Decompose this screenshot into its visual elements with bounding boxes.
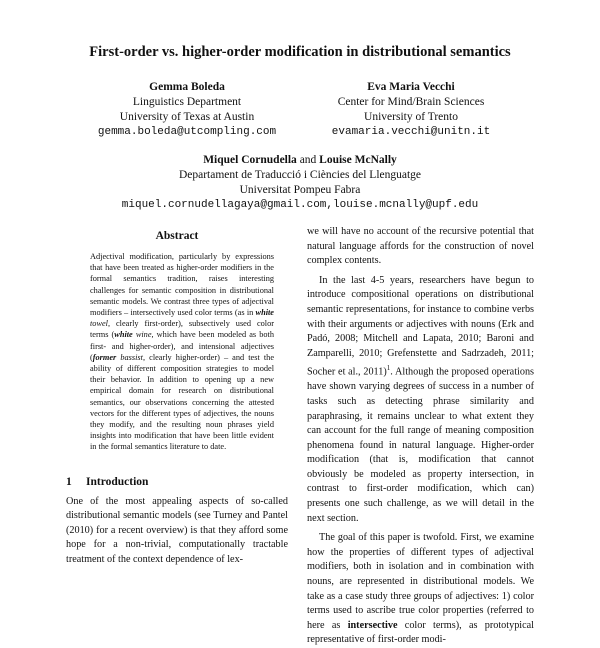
author-name: Eva Maria Vecchi [367, 81, 455, 93]
author-email: evamaria.vecchi@unitn.it [331, 126, 491, 138]
body-paragraph: we will have no account of the recursive potential that natural language affords for the construction of novel complex contents. [307, 226, 534, 267]
author-name: Miquel Cornudella [203, 154, 297, 166]
abstract-text: Adjectival modification, particularly by expressions that have been treated as higher-order modifiers in the formal semantics tradition, raises interesting challenges for semantic composition in distributional semantic models. We contrast three types of adjectival modifiers – intersectively used color terms (as in white towel, clearly first-order), subsectively used color terms (white wine, which have been modeled as both first- and higher-order), and intensional adjectives (former bassist, clearly higher-order) – and test the ability of different composition strategies to model their behavior. In addition to opening up a new empirical domain for research on distributional semantics, our observations concerning the attested vectors for the different types of adjectives, the nouns they modify, and the resulting noun phrases yield insights into modification that have been little evident in the formal semantics literature to date. [90, 252, 274, 452]
author-institution: Universitat Pompeu Fabra [239, 184, 361, 196]
author-affiliation: Departament de Traducció i Ciències del Llenguatge [178, 169, 422, 181]
example-noun: towel [90, 319, 108, 329]
body-paragraph: The goal of this paper is twofold. First, we examine how the properties of different types of adjectival modifiers, both in isolation and in combination with nouns, are represented in distributional models. We take as a case study three groups of adjectives: 1) color terms used to ascribe true color properties (referred to here as intersective color terms), as prototypical representative of first-order modi- [307, 532, 534, 646]
example-adjective: white [255, 308, 274, 318]
author-institution: University of Trento [364, 111, 458, 123]
emphasized-term: intersective [347, 619, 398, 631]
example-noun: wine [135, 330, 152, 340]
author-affiliation: Linguistics Department [132, 96, 242, 108]
author-conjunction: and [299, 154, 317, 166]
section-heading-introduction [66, 476, 288, 488]
author-block-cornudella-mcnally [60, 153, 540, 213]
left-column [66, 230, 288, 568]
author-affiliation: Center for Mind/Brain Sciences [337, 96, 485, 108]
example-adjective: white [114, 330, 133, 340]
author-email: gemma.boleda@utcompling.com [97, 126, 277, 138]
author-institution: University of Texas at Austin [119, 111, 255, 123]
author-name: Gemma Boleda [149, 81, 225, 93]
example-noun: bassist [120, 352, 143, 362]
footnote-marker: 1 [386, 364, 391, 373]
example-adjective: former [92, 352, 117, 362]
body-paragraph: In the last 4-5 years, researchers have begun to introduce compositional operations on distributional semantic representations, for instance to combine verbs with their arguments or adjectives with nouns (Erk and Padó, 2008; Mitchell and Lapata, 2010; Baroni and Zamparelli, 2010; Grefenstette and Sadrzadeh, 2011; Socher et al., 2011)$^1$. Although the proposed operations have shown varying degrees of success in a number of tasks such as detecting phrase similarity and paraphrasing, it remains unclear to what extent they can account for the full range of meaning composition phenomena found in natural language. Higher-order modification (that is, modification that cannot obviously be modeled as property intersection, in contrast to first-order modification, which can) presents one such challenge, as we will detail in the next section. [307, 274, 535, 524]
section-number: 1 [66, 475, 72, 488]
author-email: miquel.cornudellagaya@gmail.com,louise.mcnally@upf.edu [121, 199, 479, 211]
right-column [307, 225, 534, 648]
author-block-boleda [70, 80, 304, 140]
paper-title: First-order vs. higher-order modification in distributional semantics [89, 44, 511, 60]
author-block-vecchi [292, 80, 530, 140]
abstract-heading: Abstract [155, 230, 199, 242]
author-name: Louise McNally [319, 154, 397, 166]
section-title: Introduction [86, 475, 149, 488]
introduction-paragraph: One of the most appealing aspects of so-called distributional semantic models (see Turney and Pantel (2010) for a recent overview) is that they afford some hope for a non-trivial, computationally tractable treatment of the context dependence of lex- [66, 495, 288, 566]
